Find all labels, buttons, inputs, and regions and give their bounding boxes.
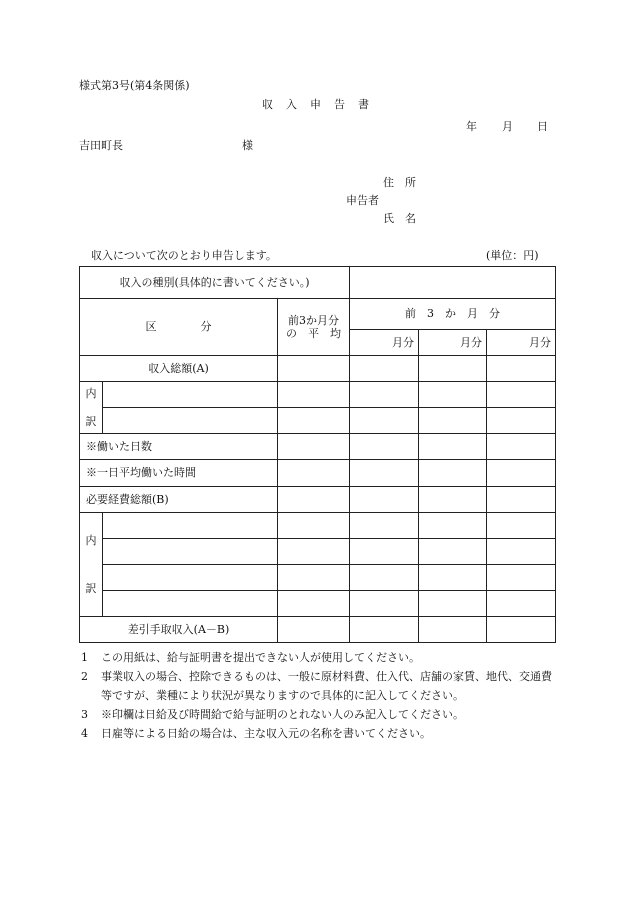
table-cell[interactable] bbox=[103, 382, 278, 408]
table-row bbox=[80, 617, 556, 643]
month-header-3[interactable]: 月分 bbox=[487, 330, 556, 356]
breakdown-bottom-char: 訳 bbox=[85, 581, 97, 595]
table-row bbox=[80, 539, 556, 565]
category-header: 区 分 bbox=[80, 299, 278, 356]
table-cell[interactable] bbox=[419, 591, 487, 617]
table-cell[interactable] bbox=[487, 460, 556, 487]
table-cell[interactable] bbox=[350, 487, 419, 513]
note-number: 4 bbox=[81, 727, 88, 740]
table-cell[interactable] bbox=[419, 356, 487, 382]
table-cell[interactable] bbox=[278, 539, 350, 565]
table-cell[interactable] bbox=[487, 487, 556, 513]
breakdown-top-char: 内 bbox=[85, 387, 97, 401]
unit-label: (単位：円) bbox=[486, 249, 539, 262]
note-text: 事業収入の場合、控除できるものは、一般に原材料費、仕入代、店舗の家賃、地代、交通費等ですが、業種により状況が異なりますので具体的に記入してください。 bbox=[101, 670, 552, 702]
table-cell[interactable] bbox=[350, 460, 419, 487]
table-cell[interactable] bbox=[350, 356, 419, 382]
table-cell[interactable] bbox=[350, 382, 419, 408]
table-cell[interactable] bbox=[487, 513, 556, 539]
table-row bbox=[80, 487, 556, 513]
form-title: 収 入 申 告 書 bbox=[262, 98, 370, 111]
note-number: 2 bbox=[81, 670, 88, 683]
days-worked-label: ※働いた日数 bbox=[80, 434, 278, 460]
note-item bbox=[79, 705, 559, 724]
table-cell[interactable] bbox=[278, 513, 350, 539]
table-cell[interactable] bbox=[278, 408, 350, 434]
net-income-label: 差引手取収入(A－B) bbox=[80, 617, 278, 643]
table-cell[interactable] bbox=[419, 617, 487, 643]
table-row bbox=[80, 460, 556, 487]
table-row bbox=[80, 382, 556, 408]
table-cell[interactable] bbox=[278, 460, 350, 487]
table-row bbox=[80, 591, 556, 617]
note-item bbox=[79, 667, 559, 705]
table-cell[interactable] bbox=[350, 434, 419, 460]
table-cell[interactable] bbox=[350, 617, 419, 643]
date-day: 日 bbox=[537, 120, 548, 133]
table-cell[interactable] bbox=[419, 408, 487, 434]
expense-breakdown-label bbox=[80, 513, 103, 617]
table-cell[interactable] bbox=[487, 382, 556, 408]
income-table bbox=[79, 266, 556, 643]
table-cell[interactable] bbox=[419, 434, 487, 460]
note-text: この用紙は、給与証明書を提出できない人が使用してください。 bbox=[101, 651, 420, 664]
table-row bbox=[80, 408, 556, 434]
intro-text: 収入について次のとおり申告します。 bbox=[91, 249, 277, 262]
table-cell[interactable] bbox=[487, 408, 556, 434]
form-number: 様式第3号(第4条関係) bbox=[79, 79, 190, 92]
income-type-label: 収入の種別(具体的に書いてください。) bbox=[80, 267, 350, 299]
total-income-label: 収入総額(A) bbox=[80, 356, 278, 382]
table-cell[interactable] bbox=[487, 356, 556, 382]
table-row bbox=[80, 434, 556, 460]
prev3-average-header bbox=[278, 299, 350, 356]
table-cell[interactable] bbox=[419, 513, 487, 539]
table-row bbox=[80, 267, 556, 299]
note-text: ※印欄は日給及び時間給で給与証明のとれない人のみ記入してください。 bbox=[101, 708, 464, 721]
date-month: 月 bbox=[502, 120, 513, 133]
table-cell[interactable] bbox=[487, 434, 556, 460]
note-item bbox=[79, 724, 559, 743]
honorific: 様 bbox=[242, 139, 253, 152]
table-cell[interactable] bbox=[350, 539, 419, 565]
table-row bbox=[80, 565, 556, 591]
income-breakdown-label bbox=[80, 382, 103, 434]
name-label: 氏 名 bbox=[383, 212, 416, 225]
note-number: 3 bbox=[81, 708, 88, 721]
table-cell[interactable] bbox=[278, 356, 350, 382]
table-cell[interactable] bbox=[278, 591, 350, 617]
income-type-field[interactable] bbox=[350, 267, 556, 299]
table-cell[interactable] bbox=[350, 591, 419, 617]
note-number: 1 bbox=[81, 651, 88, 664]
table-cell[interactable] bbox=[419, 487, 487, 513]
table-cell[interactable] bbox=[419, 565, 487, 591]
table-cell[interactable] bbox=[350, 513, 419, 539]
table-cell[interactable] bbox=[103, 513, 278, 539]
table-cell[interactable] bbox=[278, 434, 350, 460]
prev3-average-line1: 前3か月分 bbox=[288, 313, 340, 327]
table-cell[interactable] bbox=[278, 382, 350, 408]
table-cell[interactable] bbox=[419, 460, 487, 487]
prev3-months-header: 前 3 か 月 分 bbox=[350, 299, 556, 330]
prev3-average-line2: の 平 均 bbox=[286, 327, 342, 340]
note-text: 日雇等による日給の場合は、主な収入元の名称を書いてください。 bbox=[101, 727, 431, 740]
table-cell[interactable] bbox=[278, 487, 350, 513]
table-cell[interactable] bbox=[278, 565, 350, 591]
table-cell[interactable] bbox=[350, 408, 419, 434]
table-cell[interactable] bbox=[103, 539, 278, 565]
table-cell[interactable] bbox=[419, 382, 487, 408]
table-cell[interactable] bbox=[103, 408, 278, 434]
avg-hours-label: ※一日平均働いた時間 bbox=[80, 460, 278, 487]
month-header-1[interactable]: 月分 bbox=[350, 330, 419, 356]
total-expenses-label: 必要経費総額(B) bbox=[80, 487, 278, 513]
table-cell[interactable] bbox=[278, 617, 350, 643]
address-label: 住 所 bbox=[383, 176, 416, 189]
addressee: 吉田町長 bbox=[79, 139, 123, 152]
table-row bbox=[80, 356, 556, 382]
breakdown-top-char: 内 bbox=[85, 534, 97, 548]
notes-section bbox=[79, 648, 559, 743]
table-cell[interactable] bbox=[350, 565, 419, 591]
table-row bbox=[80, 513, 556, 539]
month-header-2[interactable]: 月分 bbox=[419, 330, 487, 356]
breakdown-bottom-char: 訳 bbox=[85, 414, 97, 428]
table-cell[interactable] bbox=[103, 591, 278, 617]
table-cell[interactable] bbox=[487, 565, 556, 591]
note-item bbox=[79, 648, 559, 667]
date-year: 年 bbox=[466, 120, 477, 133]
table-row bbox=[80, 299, 556, 330]
table-cell[interactable] bbox=[103, 565, 278, 591]
table-cell[interactable] bbox=[419, 539, 487, 565]
table-cell[interactable] bbox=[487, 591, 556, 617]
table-cell[interactable] bbox=[487, 539, 556, 565]
applicant-label: 申告者 bbox=[346, 194, 379, 207]
table-cell[interactable] bbox=[487, 617, 556, 643]
